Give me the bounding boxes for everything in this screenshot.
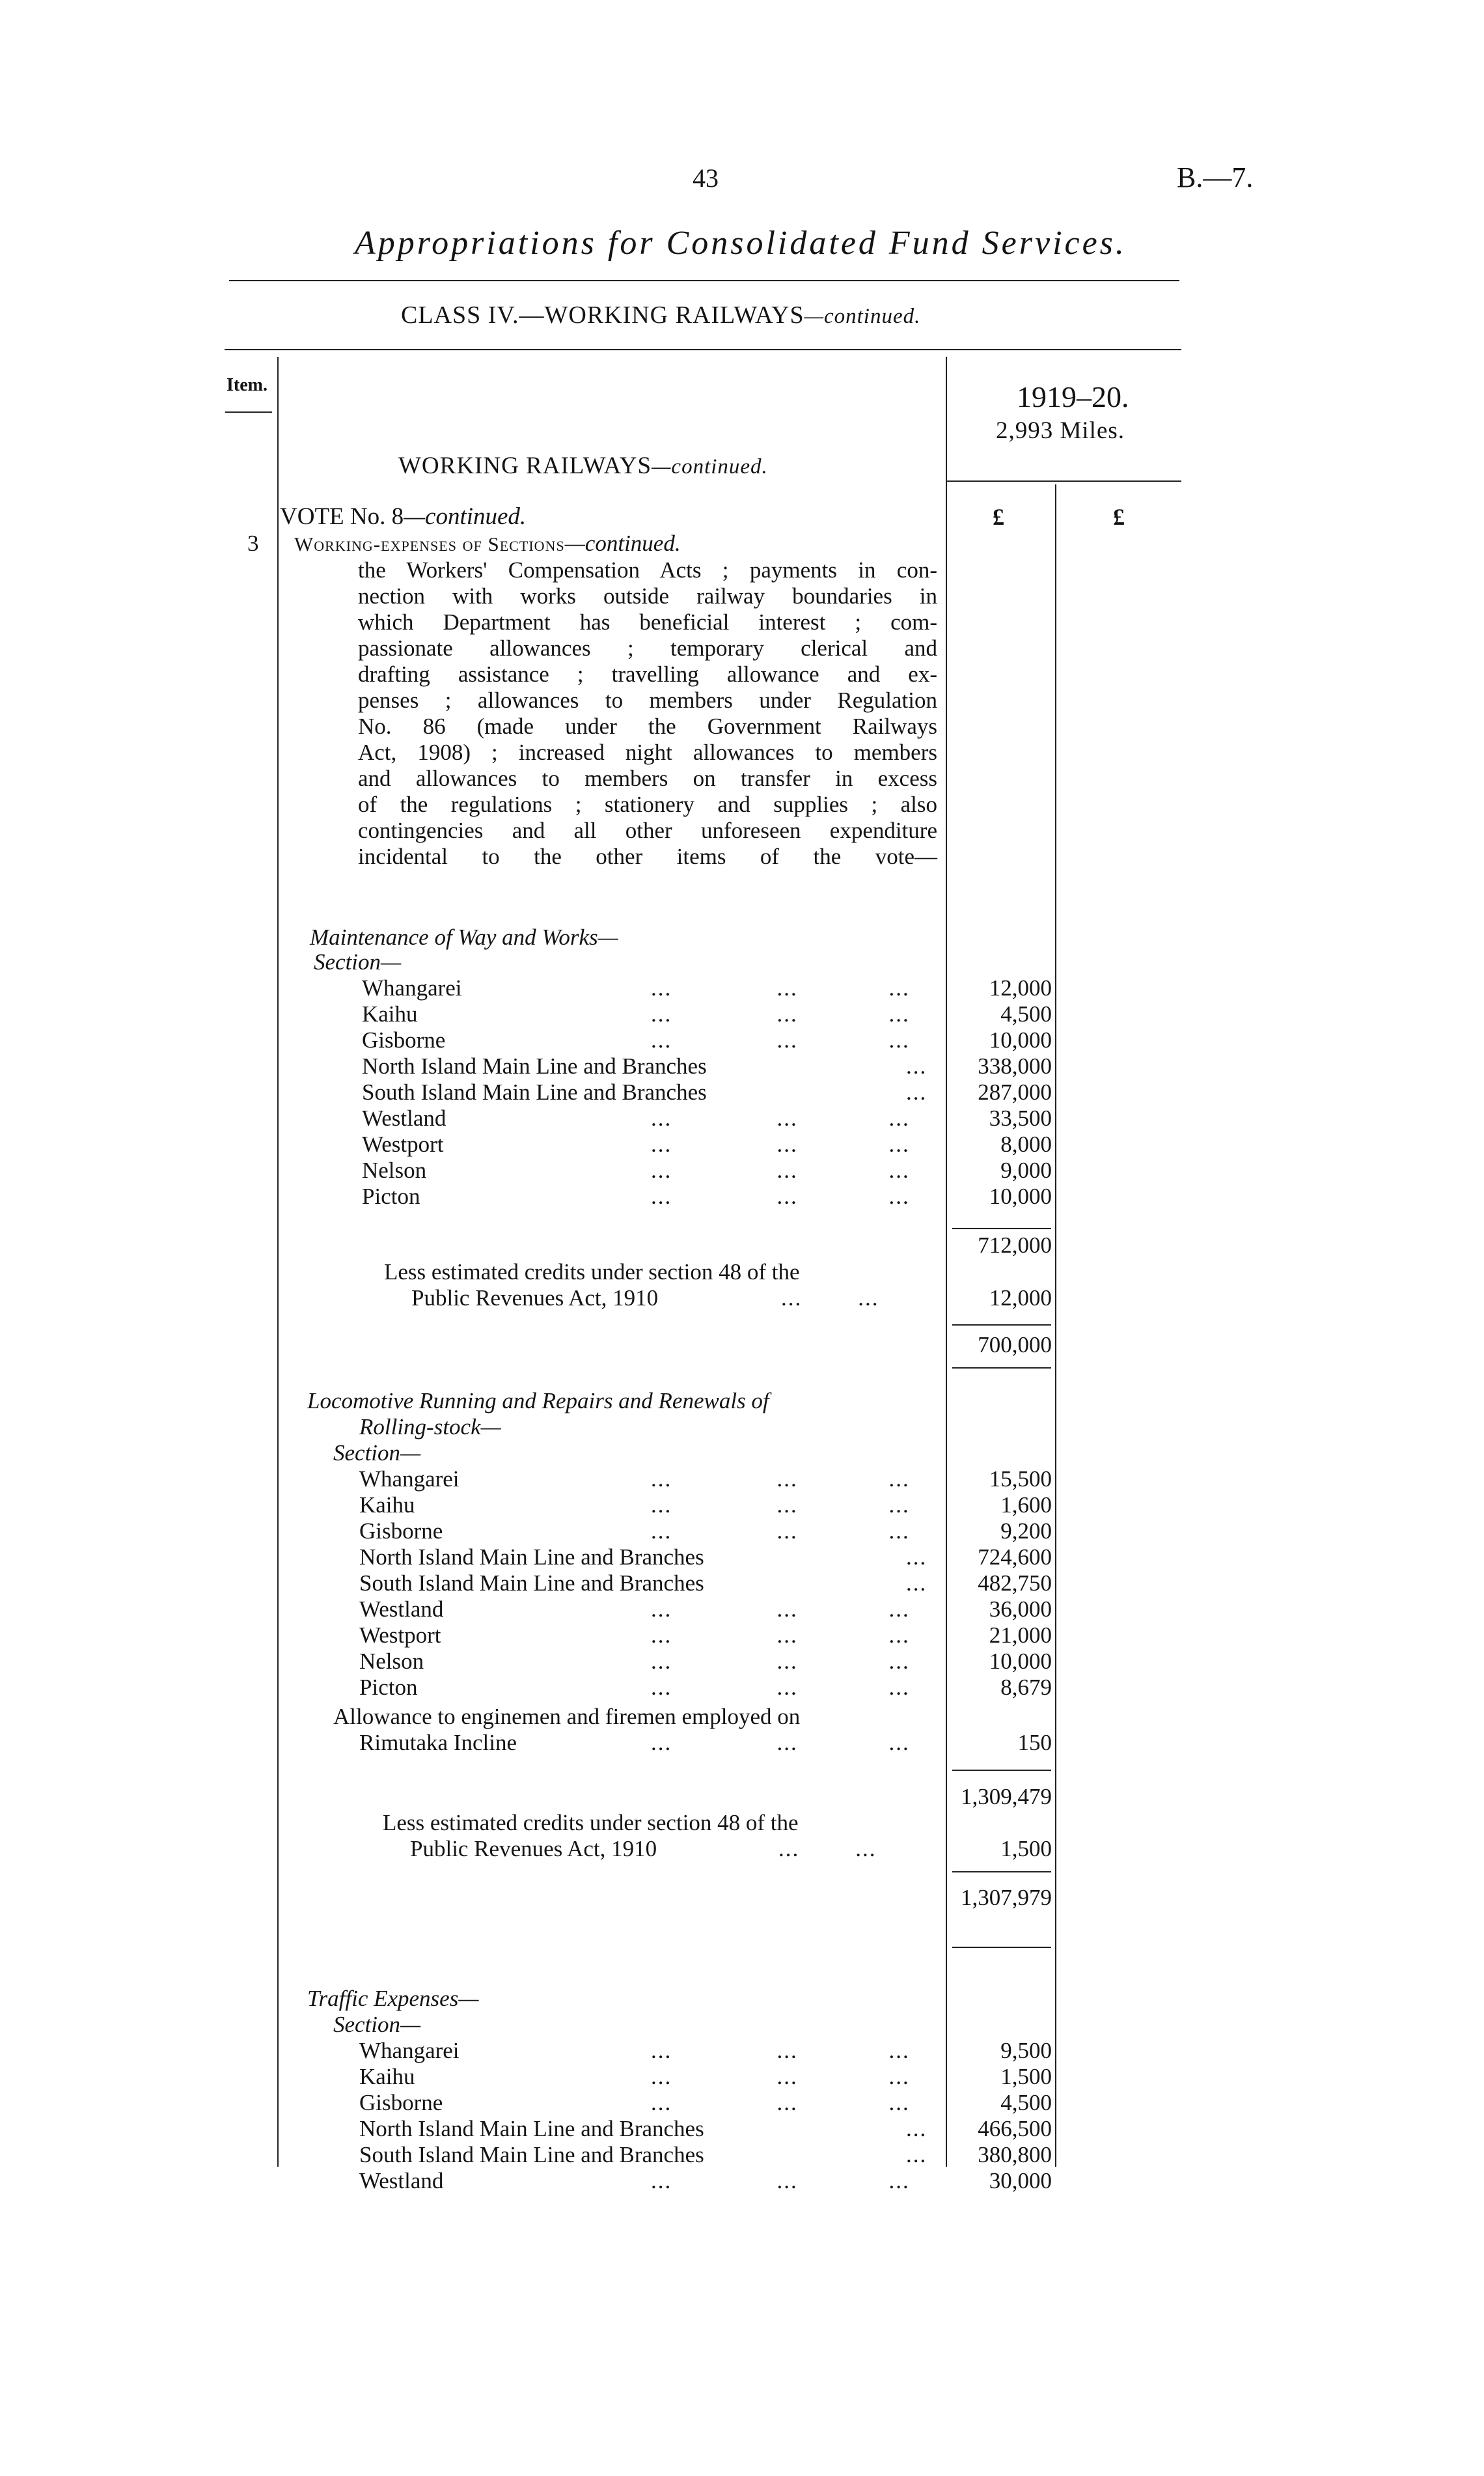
- maintenance-less-amount: 12,000: [989, 1285, 1052, 1311]
- description-line: incidental to the other items of the vote—: [358, 844, 937, 869]
- row-label: Gisborne: [359, 2090, 443, 2115]
- description-line: Act, 1908) ; increased night allowances to members: [358, 740, 937, 765]
- row-label: Whangarei: [359, 1466, 460, 1492]
- row-label: Kaihu: [359, 2064, 415, 2089]
- leader-dots: ... ... ...: [651, 1518, 910, 1544]
- leader-dots: ... ... ...: [651, 1492, 910, 1518]
- row-label: South Island Main Line and Branches: [359, 1570, 704, 1596]
- leader-dots: ... ... ...: [651, 1648, 910, 1674]
- description-line: of the regulations ; stationery and supplies ; also: [358, 792, 937, 817]
- row-amount: 338,000: [978, 1053, 1052, 1079]
- item-column-header: Item.: [227, 375, 268, 395]
- leader-dots: ... ... ...: [651, 1596, 910, 1622]
- allowance-line-2: Rimutaka Incline: [359, 1730, 517, 1755]
- row-label: Gisborne: [359, 1518, 443, 1544]
- row-amount: 8,000: [1000, 1132, 1052, 1157]
- description-line: which Department has beneficial interest ; com-: [358, 609, 937, 635]
- leader-dots: ...: [906, 1079, 928, 1105]
- row-label: Westland: [359, 1596, 444, 1622]
- description-line: passionate allowances ; temporary clerical and: [358, 635, 937, 661]
- row-amount: 10,000: [989, 1027, 1052, 1053]
- description-line: penses ; allowances to members under Regulation: [358, 688, 937, 713]
- leader-dots: ... ... ...: [651, 1027, 910, 1053]
- row-label: Westport: [359, 1622, 441, 1648]
- paper-reference: B.—7.: [1177, 161, 1254, 193]
- item-heading: [294, 531, 681, 557]
- leader-dots: ... ... ...: [651, 1106, 910, 1131]
- section-header-main: WORKING RAILWAYS: [398, 452, 652, 479]
- class-heading: [401, 301, 920, 329]
- leader-dots: ... ... ...: [651, 2038, 910, 2063]
- row-label: Westland: [359, 2168, 444, 2193]
- leader-dots: ... ... ...: [651, 1730, 910, 1755]
- row-amount: 10,000: [989, 1184, 1052, 1209]
- locomotive-section-label: Section—: [333, 1440, 421, 1466]
- description-line: nection with works outside railway boundaries in: [358, 583, 937, 609]
- row-label: Whangarei: [359, 2038, 460, 2063]
- row-amount: 10,000: [989, 1648, 1052, 1674]
- maintenance-total-underline: [952, 1367, 1051, 1369]
- row-amount: 30,000: [989, 2168, 1052, 2193]
- row-amount: 36,000: [989, 1596, 1052, 1622]
- item-header-rule: [225, 411, 272, 413]
- row-amount: 8,679: [1000, 1675, 1052, 1700]
- leader-dots: ... ... ...: [651, 1001, 910, 1027]
- row-label: Gisborne: [362, 1027, 446, 1053]
- allowance-amount: 150: [1017, 1730, 1052, 1755]
- allowance-line-1: Allowance to enginemen and firemen employed on: [333, 1704, 801, 1729]
- row-amount: 1,600: [1000, 1492, 1052, 1518]
- row-amount: 4,500: [1000, 2090, 1052, 2115]
- leader-dots: ... ... ...: [651, 1675, 910, 1700]
- year-header-rule: [947, 480, 1181, 482]
- item-heading-continued: —continued.: [564, 531, 681, 556]
- locomotive-less-line-1: Less estimated credits under section 48 of the: [383, 1810, 799, 1835]
- maintenance-less-line-2: Public Revenues Act, 1910: [411, 1285, 659, 1311]
- row-label: Westport: [362, 1132, 444, 1157]
- description-line: contingencies and all other unforeseen expenditure: [358, 818, 937, 843]
- leader-dots: ...: [906, 2142, 928, 2167]
- leader-dots: ... ... ...: [651, 1132, 910, 1157]
- leader-dots: ... ...: [781, 1285, 879, 1311]
- item-heading-main: Working-expenses of Sections: [294, 533, 565, 555]
- vote-heading: [280, 504, 526, 530]
- row-label: Westland: [362, 1106, 447, 1131]
- row-amount: 724,600: [978, 1544, 1052, 1570]
- row-amount: 466,500: [978, 2116, 1052, 2141]
- row-label: Whangarei: [362, 975, 462, 1001]
- description-line: No. 86 (made under the Government Railways: [358, 714, 937, 739]
- title-rule: [229, 280, 1179, 281]
- miles-header: 2,993 Miles.: [996, 417, 1125, 444]
- currency-symbol-1: £: [993, 504, 1004, 530]
- locomotive-subtotal-rule: [952, 1770, 1051, 1771]
- leader-dots: ... ... ...: [651, 975, 910, 1001]
- page-title: Appropriations for Consolidated Fund Services.: [355, 225, 1127, 262]
- locomotive-less-amount: 1,500: [1000, 1836, 1052, 1861]
- row-label: Nelson: [359, 1648, 424, 1674]
- leader-dots: ... ... ...: [651, 1158, 910, 1183]
- locomotive-less-line-2: Public Revenues Act, 1910: [410, 1836, 657, 1861]
- leader-dots: ...: [906, 1053, 928, 1079]
- row-label: Picton: [359, 1675, 418, 1700]
- year-header: 1919–20.: [1017, 380, 1129, 413]
- class-rule: [225, 349, 1181, 350]
- locomotive-total: 1,307,979: [961, 1885, 1052, 1910]
- locomotive-heading-line-2: Rolling-stock—: [359, 1414, 501, 1440]
- leader-dots: ... ... ...: [651, 2064, 910, 2089]
- leader-dots: ... ...: [778, 1836, 877, 1861]
- traffic-heading: Traffic Expenses—: [307, 1986, 479, 2011]
- maintenance-subtotal-rule: [952, 1228, 1051, 1229]
- row-amount: 12,000: [989, 975, 1052, 1001]
- row-amount: 287,000: [978, 1079, 1052, 1105]
- maintenance-section-label: Section—: [314, 949, 402, 975]
- row-amount: 1,500: [1000, 2064, 1052, 2089]
- section-header: [398, 452, 768, 480]
- maintenance-less-line-1: Less estimated credits under section 48 of the: [384, 1259, 800, 1285]
- row-label: Nelson: [362, 1158, 427, 1183]
- leader-dots: ...: [906, 2116, 928, 2141]
- vote-heading-main: VOTE No. 8: [280, 503, 404, 530]
- item-column-divider: [277, 357, 279, 2167]
- row-label: Kaihu: [359, 1492, 415, 1518]
- leader-dots: ... ... ...: [651, 2090, 910, 2115]
- maintenance-subtotal: 712,000: [978, 1232, 1052, 1258]
- row-amount: 33,500: [989, 1106, 1052, 1131]
- row-label: North Island Main Line and Branches: [359, 1544, 704, 1570]
- amount-column-left-rule: [946, 357, 947, 2167]
- vote-heading-continued: —continued.: [404, 503, 527, 530]
- maintenance-total-rule: [952, 1324, 1051, 1326]
- row-label: North Island Main Line and Branches: [359, 2116, 704, 2141]
- locomotive-total-rule: [952, 1871, 1051, 1872]
- page-number: 43: [693, 163, 719, 193]
- row-label: North Island Main Line and Branches: [362, 1053, 707, 1079]
- description-line: and allowances to members on transfer in excess: [358, 766, 937, 791]
- maintenance-heading: Maintenance of Way and Works—: [310, 925, 618, 950]
- row-amount: 9,500: [1000, 2038, 1052, 2063]
- leader-dots: ... ... ...: [651, 1184, 910, 1209]
- row-amount: 9,200: [1000, 1518, 1052, 1544]
- row-label: Kaihu: [362, 1001, 418, 1027]
- section-header-continued: —continued.: [652, 455, 768, 479]
- row-amount: 4,500: [1000, 1001, 1052, 1027]
- row-label: Picton: [362, 1184, 420, 1209]
- leader-dots: ... ... ...: [651, 1466, 910, 1492]
- item-number: 3: [247, 531, 259, 556]
- description-line: drafting assistance ; travelling allowance and ex-: [358, 661, 937, 687]
- row-amount: 9,000: [1000, 1158, 1052, 1183]
- leader-dots: ... ... ...: [651, 1622, 910, 1648]
- leader-dots: ...: [906, 1570, 928, 1596]
- currency-symbol-2: £: [1113, 504, 1125, 530]
- amount-column-mid-rule: [1055, 484, 1056, 2167]
- leader-dots: ... ... ...: [651, 2168, 910, 2193]
- maintenance-total: 700,000: [978, 1332, 1052, 1357]
- description-line: the Workers' Compensation Acts ; payments in con-: [358, 557, 937, 583]
- row-label: South Island Main Line and Branches: [362, 1079, 707, 1105]
- row-amount: 482,750: [978, 1570, 1052, 1596]
- class-heading-continued: —continued.: [804, 305, 921, 328]
- traffic-section-label: Section—: [333, 2012, 421, 2037]
- row-label: South Island Main Line and Branches: [359, 2142, 704, 2167]
- locomotive-subtotal: 1,309,479: [961, 1784, 1052, 1809]
- leader-dots: ...: [906, 1544, 928, 1570]
- row-amount: 15,500: [989, 1466, 1052, 1492]
- row-amount: 380,800: [978, 2142, 1052, 2167]
- locomotive-heading-line-1: Locomotive Running and Repairs and Renewals of: [307, 1388, 769, 1413]
- class-heading-main: CLASS IV.—WORKING RAILWAYS: [401, 301, 804, 329]
- locomotive-total-underline: [952, 1947, 1051, 1948]
- row-amount: 21,000: [989, 1622, 1052, 1648]
